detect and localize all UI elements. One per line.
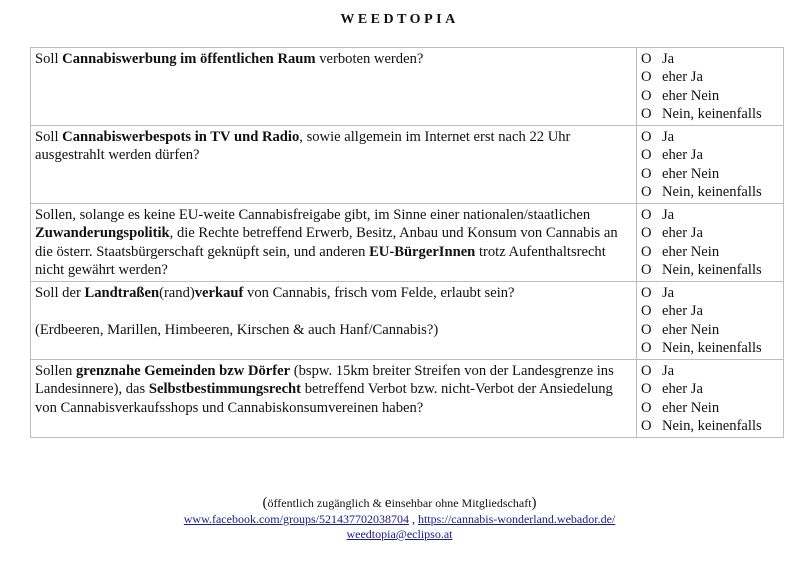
radio-circle-icon[interactable]: O <box>641 51 652 67</box>
link-separator: , <box>408 511 418 526</box>
radio-circle-icon[interactable]: O <box>641 340 652 357</box>
radio-circle-icon[interactable]: O <box>641 243 652 260</box>
answer-option-label: eher Ja <box>662 69 703 86</box>
answer-option-label: Ja <box>662 51 675 67</box>
radio-circle-icon[interactable]: O <box>641 303 652 320</box>
question-text <box>35 50 631 124</box>
answer-option[interactable] <box>641 128 778 146</box>
question-row <box>31 126 784 204</box>
answer-option-label: eher Nein <box>662 321 720 338</box>
question-text <box>35 128 631 202</box>
question-keyword: Zuwanderungspolitik <box>35 225 170 242</box>
answer-option[interactable] <box>641 261 778 279</box>
question-text-part: trotz Aufenthaltsrecht nicht gewährt werden? <box>35 243 606 279</box>
answer-option[interactable] <box>641 165 778 183</box>
website-link[interactable]: https://cannabis-wonderland.webador.de/ <box>417 511 616 526</box>
question-text-part: Sollen <box>35 363 76 379</box>
radio-circle-icon[interactable]: O <box>641 381 652 398</box>
question-keyword: EU-BürgerInnen <box>369 243 476 260</box>
answer-options <box>637 48 784 126</box>
question-keyword: Cannabiswerbung im öffentlichen Raum <box>62 51 316 67</box>
paren-close: ) <box>531 495 537 511</box>
radio-circle-icon[interactable]: O <box>641 285 652 301</box>
question-text-part: von Cannabis, frisch vom Felde, erlaubt sein? <box>243 285 515 301</box>
radio-circle-icon[interactable]: O <box>641 418 652 435</box>
question-row <box>31 48 784 126</box>
answer-options <box>637 126 784 204</box>
footer-note-initial: e <box>384 495 392 511</box>
answer-options <box>637 282 784 360</box>
answer-option[interactable] <box>641 243 778 261</box>
question-row <box>31 282 784 360</box>
radio-circle-icon[interactable]: O <box>641 69 652 86</box>
radio-circle-icon[interactable]: O <box>641 321 652 338</box>
footer-links <box>0 512 799 528</box>
footer-note-text-end: insehbar ohne Mitgliedschaft <box>391 496 532 510</box>
radio-circle-icon[interactable]: O <box>641 399 652 416</box>
question-text <box>35 362 631 436</box>
answer-option-label: Ja <box>662 363 675 379</box>
question-text-part: betreffend Verbot bzw. nicht-Verbot der Ansiedelung von Cannabisverkaufsshops und Cannabiskonsumvereinen haben? <box>35 381 613 416</box>
answer-option[interactable] <box>641 50 778 68</box>
answer-option[interactable] <box>641 146 778 164</box>
question-keyword: Landtraßen <box>84 285 160 301</box>
radio-circle-icon[interactable]: O <box>641 184 652 201</box>
answer-option[interactable] <box>641 68 778 86</box>
question-row <box>31 204 784 282</box>
question-text-part: , die Rechte betreffend Erwerb, Besitz, Anbau und Konsum von Cannabis an die österr. Staatsbürgerschaft geknüpft sein, und anderen <box>35 225 618 260</box>
answer-option[interactable] <box>641 321 778 339</box>
answer-option[interactable] <box>641 206 778 224</box>
answer-option-label: Ja <box>662 285 675 301</box>
survey-table <box>30 47 784 438</box>
facebook-group-link[interactable]: www.facebook.com/groups/521437702038704 <box>183 511 409 526</box>
answer-option[interactable] <box>641 284 778 302</box>
question-text-part: Sollen, solange es keine EU-weite Cannabisfreigabe gibt, im Sinne einer nationalen/staatlichen <box>35 207 591 223</box>
answer-option-label: eher Nein <box>662 87 720 104</box>
radio-circle-icon[interactable]: O <box>641 225 652 242</box>
radio-circle-icon[interactable]: O <box>641 147 652 164</box>
question-keyword: grenznahe Gemeinden bzw Dörfer <box>75 363 291 379</box>
radio-circle-icon[interactable]: O <box>641 207 652 223</box>
radio-circle-icon[interactable]: O <box>641 87 652 104</box>
question-cell <box>31 360 637 438</box>
answer-option[interactable] <box>641 87 778 105</box>
email-link[interactable]: weedtopia@eclipso.at <box>346 527 453 541</box>
footer <box>0 496 799 543</box>
question-text <box>35 284 631 358</box>
answer-option-label: eher Nein <box>662 243 720 260</box>
question-cell <box>31 204 637 282</box>
answer-options <box>637 360 784 438</box>
answer-option-label: Nein, keinenfalls <box>662 262 762 279</box>
answer-option[interactable] <box>641 399 778 417</box>
spacer <box>35 302 631 320</box>
question-text-part: Soll <box>35 129 63 145</box>
radio-circle-icon[interactable]: O <box>641 262 652 279</box>
answer-option[interactable] <box>641 339 778 357</box>
radio-circle-icon[interactable]: O <box>641 129 652 145</box>
question-text-part: Soll der <box>35 285 85 301</box>
footer-note-text: öffentlich zugänglich & <box>267 496 385 510</box>
radio-circle-icon[interactable]: O <box>641 363 652 379</box>
question-cell <box>31 126 637 204</box>
question-note: (Erdbeeren, Marillen, Himbeeren, Kirschen & auch Hanf/Cannabis?) <box>35 321 439 338</box>
answer-options <box>637 204 784 282</box>
answer-option-label: Nein, keinenfalls <box>662 106 762 123</box>
question-text-part: Soll <box>35 51 63 67</box>
answer-option[interactable] <box>641 224 778 242</box>
answer-option-label: Ja <box>662 207 675 223</box>
answer-option-label: eher Ja <box>662 303 703 320</box>
answer-option-label: eher Ja <box>662 225 703 242</box>
question-row <box>31 360 784 438</box>
answer-option-label: Nein, keinenfalls <box>662 418 762 435</box>
answer-option[interactable] <box>641 417 778 435</box>
paren-open: ( <box>262 495 268 511</box>
answer-option-label: eher Ja <box>662 381 703 398</box>
question-keyword: verkauf <box>194 285 244 301</box>
question-keyword: Selbstbestimmungsrecht <box>148 381 302 398</box>
answer-option-label: eher Ja <box>662 147 703 164</box>
question-text-part: (rand) <box>159 285 195 301</box>
answer-option-label: Ja <box>662 129 675 145</box>
answer-option[interactable] <box>641 380 778 398</box>
question-text <box>35 206 631 280</box>
answer-option-label: Nein, keinenfalls <box>662 340 762 357</box>
answer-option-label: Nein, keinenfalls <box>662 184 762 201</box>
radio-circle-icon[interactable]: O <box>641 165 652 182</box>
question-text-part: (bspw. 15km breiter Streifen von der Landesgrenze ins Landesinnere), das <box>35 363 614 398</box>
radio-circle-icon[interactable]: O <box>641 106 652 123</box>
answer-option[interactable] <box>641 183 778 201</box>
question-cell <box>31 48 637 126</box>
answer-option-label: eher Nein <box>662 399 720 416</box>
answer-option[interactable] <box>641 302 778 320</box>
footer-note <box>0 496 799 512</box>
answer-option[interactable] <box>641 105 778 123</box>
question-text-part: verboten werden? <box>315 51 424 67</box>
answer-option-label: eher Nein <box>662 165 720 182</box>
question-keyword: Cannabiswerbespots in TV und Radio <box>62 129 300 145</box>
question-text-part: , sowie allgemein im Internet erst nach 22 Uhr ausgestrahlt werden dürfen? <box>35 129 571 164</box>
answer-option[interactable] <box>641 362 778 380</box>
question-cell <box>31 282 637 360</box>
document-title: WEEDTOPIA <box>340 12 459 27</box>
